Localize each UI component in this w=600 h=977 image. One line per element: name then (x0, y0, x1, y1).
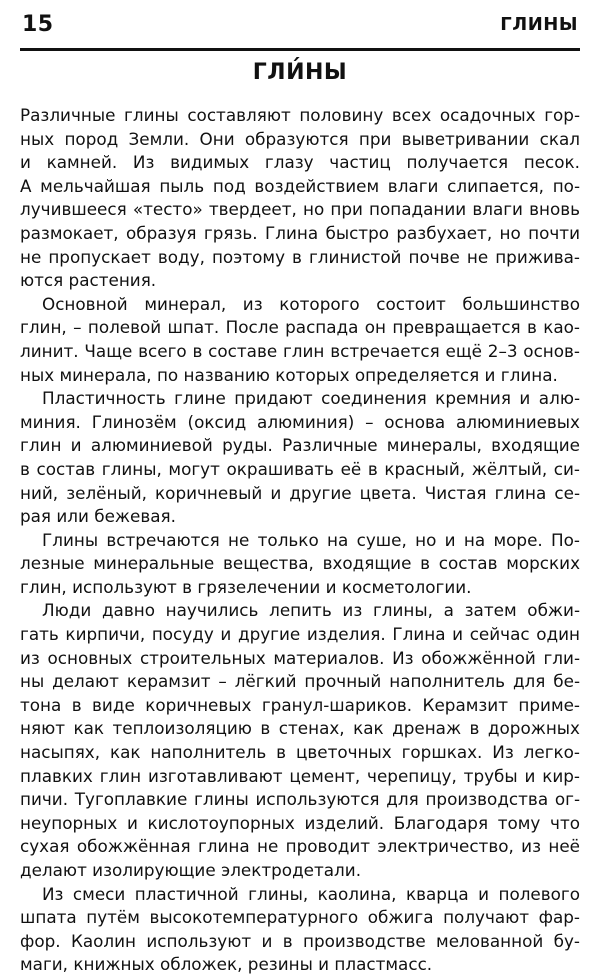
paragraph-4 (20, 529, 580, 600)
text-line: глин, используют в грязелечении и косметологии. (20, 576, 472, 597)
text-line: сухая обожжённая глина не проводит электричество, из неё (20, 836, 580, 857)
text-line: лезные минеральные вещества, входящие в состав морских (20, 553, 580, 574)
text-line: Основной минерал, из которого состоит большинство (42, 293, 580, 314)
text-line: насыпях, как наполнитель в цветочных горшках. Из легко- (20, 742, 580, 763)
text-line: Из смеси пластичной глины, каолина, кварца и полевого (42, 883, 580, 904)
paragraph-5 (20, 599, 580, 882)
article-title: ГЛИ́НЫ (252, 60, 348, 85)
text-line: рая или бежевая. (20, 506, 176, 527)
text-line: делают изолирующие электродетали. (20, 860, 362, 880)
text-line: пичи. Тугоплавкие глины используются для производства ог- (20, 789, 580, 810)
text-line: Различные глины составляют половину всех осадочных гор- (20, 105, 580, 125)
text-line: ных пород Земли. Они образуются при выветривании скал (20, 128, 580, 149)
text-line: Глины встречаются не только на суше, но и на море. По- (42, 529, 580, 550)
text-line: тона в виде коричневых гранул-шариков. Керамзит приме- (20, 694, 580, 715)
text-line: и камней. Из видимых глазу частиц получается песок. (20, 152, 580, 173)
text-line: ются растения. (20, 270, 157, 291)
page-number: 15 (22, 12, 54, 37)
article-body (20, 104, 580, 977)
text-line: глин, – полевой шпат. После распада он превращается в као- (20, 317, 580, 338)
paragraph-3 (20, 387, 580, 529)
paragraph-2 (20, 293, 580, 387)
text-line: в состав глины, могут окрашивать её в красный, жёлтый, си- (20, 458, 580, 479)
text-line: ны делают керамзит – лёгкий прочный наполнитель для бе- (20, 671, 580, 692)
text-line: глин и алюминиевой руды. Различные минералы, входящие (20, 435, 580, 456)
text-line: плавких глин изготавливают цемент, черепицу, трубы и кир- (20, 765, 580, 786)
text-line: линит. Чаще всего в составе глин встречается ещё 2–3 основ- (20, 340, 580, 361)
running-title: ГЛИНЫ (500, 14, 578, 35)
text-line: неупорных и кислотоупорных изделий. Благодаря тому что (20, 812, 580, 833)
text-line: маги, книжных обложек, резины и пластмасс. (20, 954, 433, 975)
text-line: гать кирпичи, посуду и другие изделия. Глина и сейчас один (20, 624, 580, 645)
text-line: няют как теплоизоляцию в стенах, как дренаж в дорожных (20, 718, 580, 739)
text-line: Пластичность глине придают соединения кремния и алю- (42, 388, 580, 409)
text-line: фор. Каолин используют и в производстве мелованной бу- (20, 930, 580, 951)
text-line: из основных строительных материалов. Из обожжённой гли- (20, 647, 580, 668)
text-line: шпата путём высокотемпературного обжига получают фар- (20, 907, 580, 928)
text-line: миния. Глинозём (оксид алюминия) – основа алюминиевых (20, 411, 580, 432)
paragraph-6 (20, 883, 580, 977)
text-line: размокает, образуя грязь. Глина быстро разбухает, но почти (20, 222, 580, 243)
text-line: Люди давно научились лепить из глины, а затем обжи- (42, 600, 580, 621)
paragraph-1 (20, 104, 580, 293)
text-line: А мельчайшая пыль под воздействием влаги слипается, по- (20, 175, 580, 196)
page-header (20, 10, 580, 51)
text-line: ний, зелёный, коричневый и другие цвета. Чистая глина се- (20, 482, 580, 503)
text-line: не пропускает воду, поэтому в глинистой почве не прижива- (20, 246, 580, 267)
text-line: ных минерала, по названию которых определяется и глина. (20, 364, 558, 385)
text-line: лучившееся «тесто» твердеет, но при попадании влаги вновь (20, 199, 580, 220)
